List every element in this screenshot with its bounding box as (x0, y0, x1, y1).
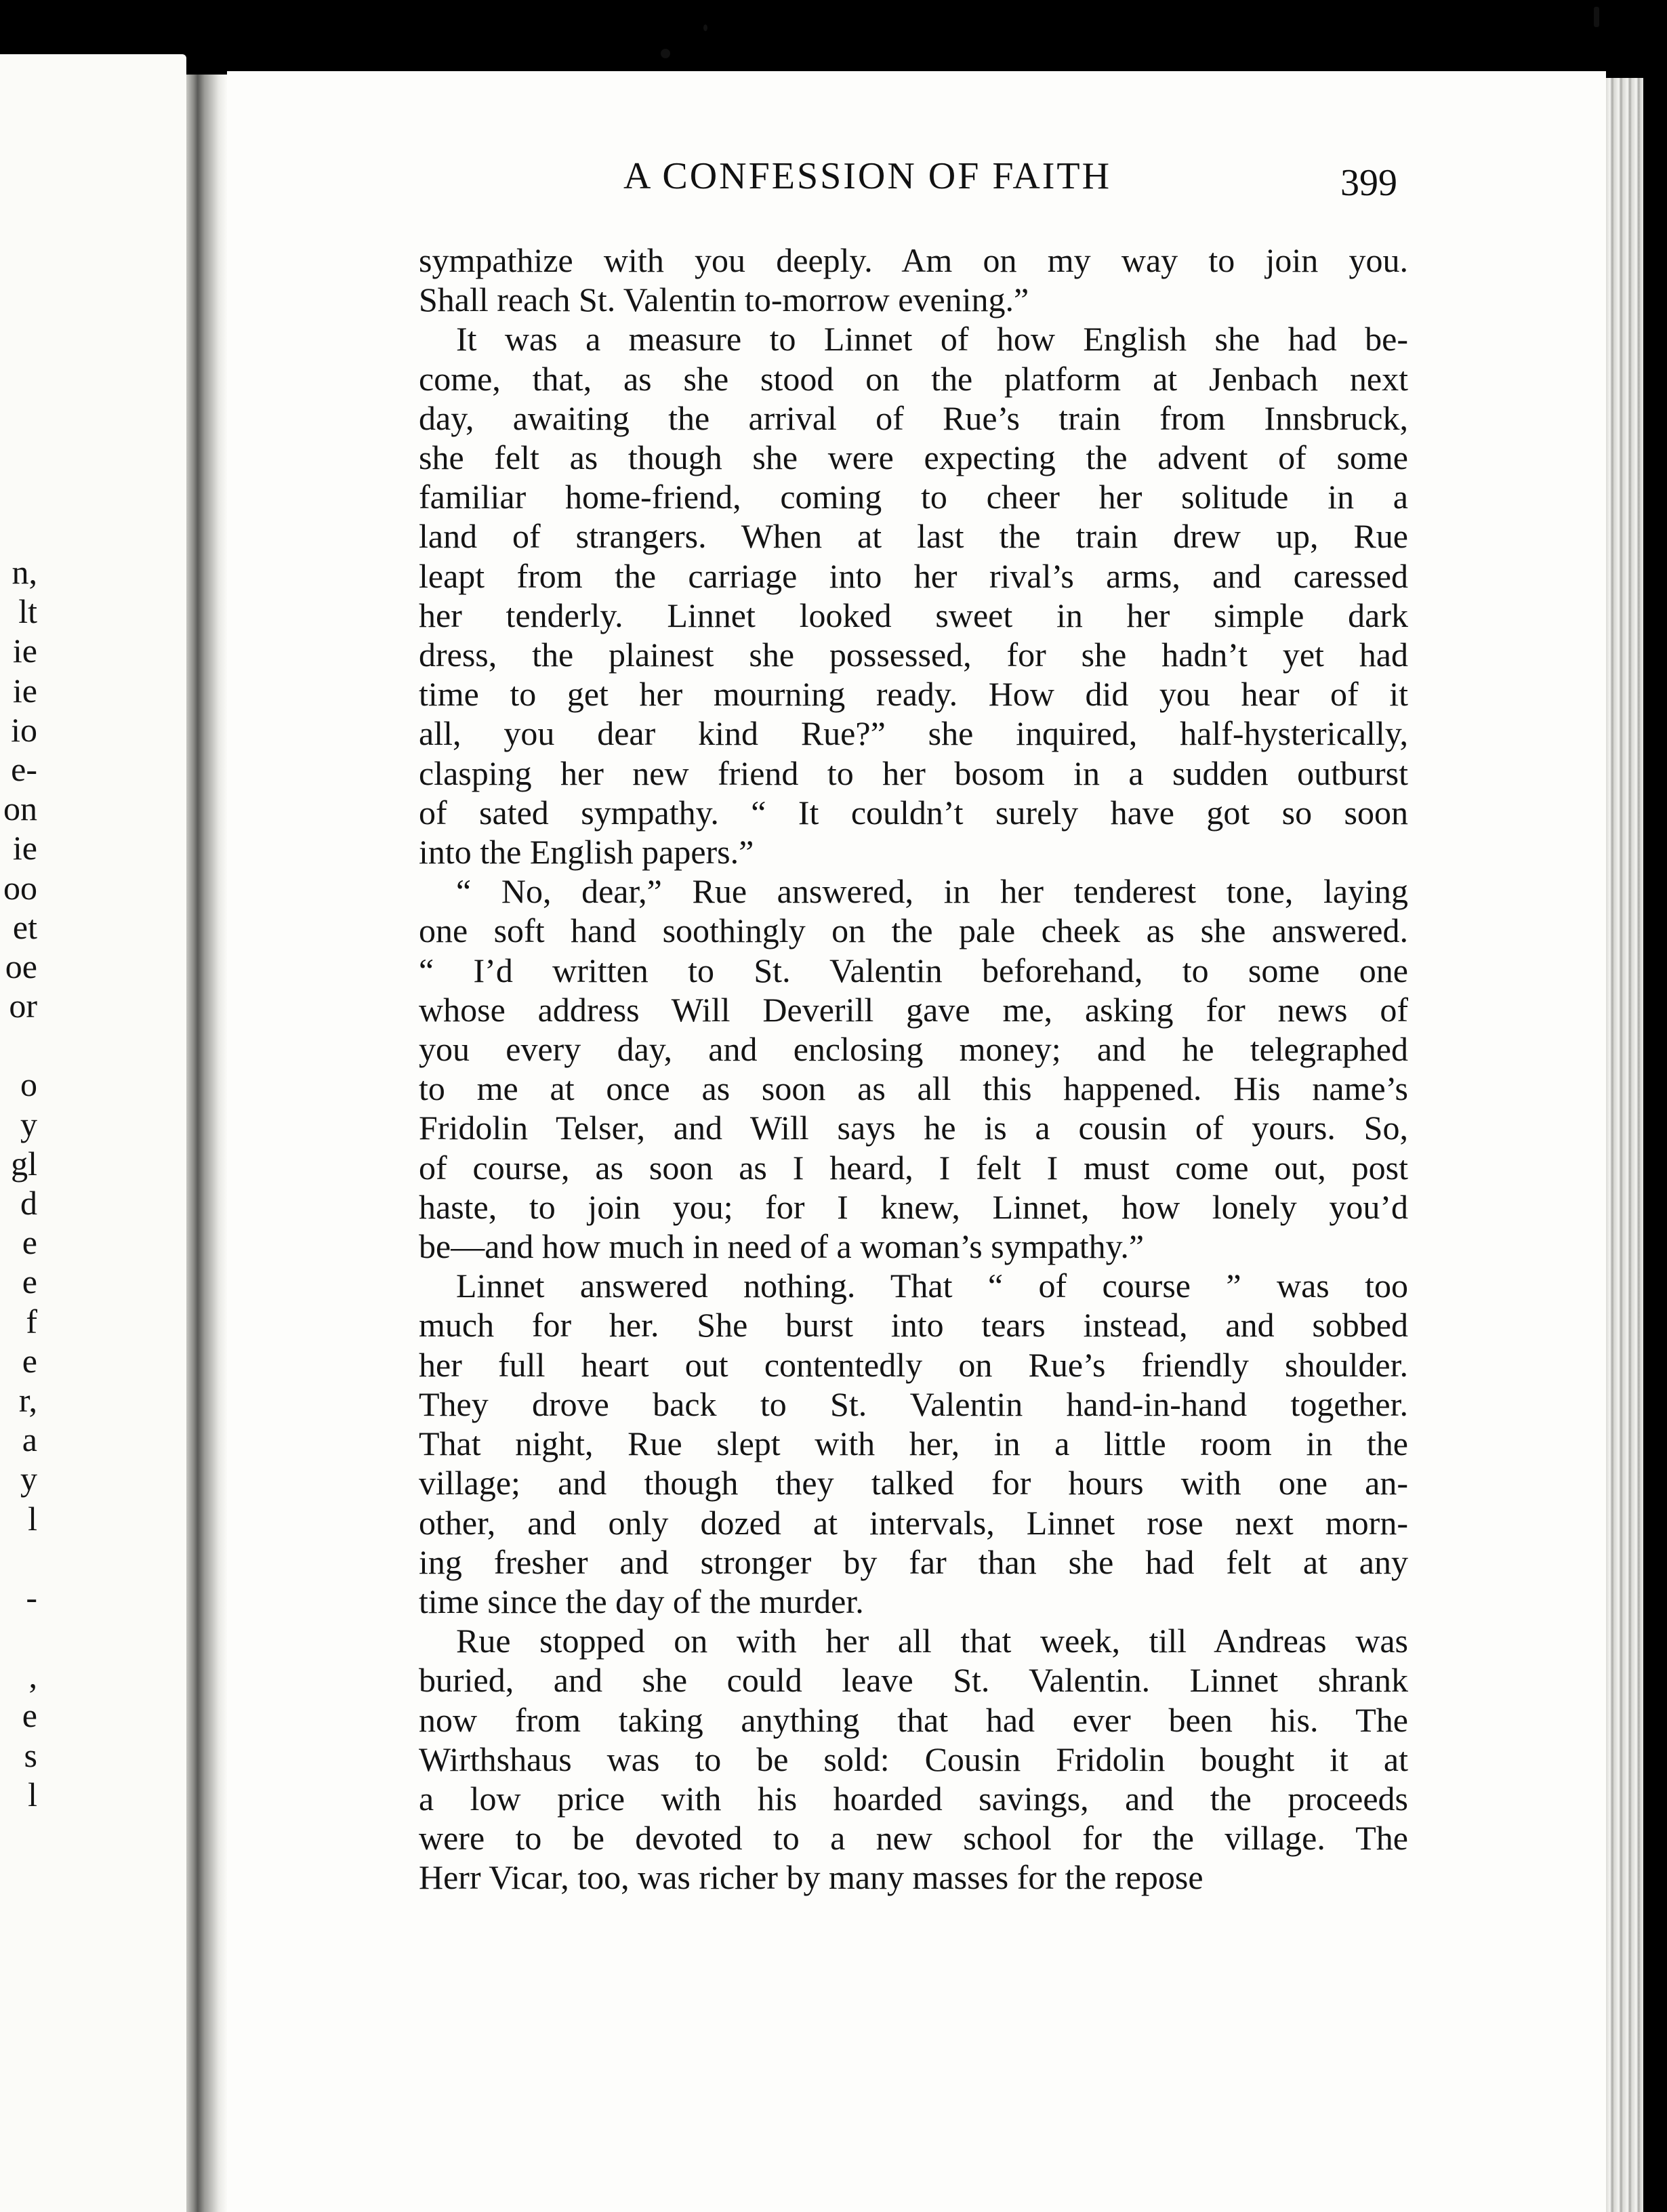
left-page-fragment: et (12, 907, 37, 946)
scan-background-top (0, 0, 1667, 64)
text-line: sympathize with you deeply. Am on my way to join you. (419, 241, 1408, 279)
left-page-fragment: ie (12, 671, 37, 710)
left-page-fragment: a (22, 1420, 37, 1459)
left-page-fragment: y (20, 1460, 37, 1498)
page-number: 399 (1340, 162, 1397, 204)
text-line: leapt from the carriage into her rival’s arms, and caressed (419, 556, 1408, 595)
text-line: other, and only dozed at intervals, Linnet rose next morn- (419, 1503, 1408, 1542)
text-line: “ I’d written to St. Valentin beforehand, to some one (419, 951, 1408, 989)
text-line: now from taking anything that had ever been his. The (419, 1700, 1408, 1739)
left-page-fragment: d (20, 1184, 37, 1222)
paragraph (419, 1266, 1408, 1621)
text-line: village; and though they talked for hours with one an- (419, 1464, 1408, 1502)
text-line: Rue stopped on with her all that week, till Andreas was (456, 1622, 1408, 1660)
text-line: familiar home-friend, coming to cheer her solitude in a (419, 478, 1408, 516)
left-page-fragment: ie (12, 632, 37, 670)
text-line: buried, and she could leave St. Valentin. Linnet shrank (419, 1661, 1408, 1700)
paragraph (419, 872, 1408, 1266)
text-line: Shall reach St. Valentin to-morrow evening.” (419, 281, 1029, 319)
text-line: time since the day of the murder. (419, 1582, 864, 1620)
left-page-fragment: oe (5, 947, 37, 985)
left-page-fragment: l (28, 1499, 37, 1538)
left-page-fragment (0, 1025, 37, 1065)
text-line: her tenderly. Linnet looked sweet in her simple dark (419, 596, 1408, 634)
left-page-fragment (0, 1617, 37, 1656)
left-page-fragment (0, 1538, 37, 1578)
left-page-fragment: r, (18, 1380, 37, 1419)
text-line: her full heart out contentedly on Rue’s friendly shoulder. (419, 1345, 1408, 1384)
left-page-fragment: - (26, 1578, 37, 1616)
left-page (0, 54, 186, 2212)
text-line: you every day, and enclosing money; and he telegraphed (419, 1030, 1408, 1069)
book-gutter (186, 75, 227, 2212)
text-line: be—and how much in need of a woman’s sympathy.” (419, 1227, 1145, 1266)
text-line: all, you dear kind Rue?” she inquired, half-hysterically, (419, 714, 1408, 753)
text-line: day, awaiting the arrival of Rue’s train from Innsbruck, (419, 398, 1408, 437)
text-line: of course, as soon as I heard, I felt I must come out, post (419, 1148, 1408, 1187)
scan-speck (1594, 7, 1599, 27)
page-edge (1606, 78, 1667, 2212)
left-page-fragment: n, (12, 553, 37, 591)
text-line: clasping her new friend to her bosom in a sudden outburst (419, 754, 1408, 792)
text-line: into the English papers.” (419, 833, 754, 872)
left-page-fragment: or (9, 987, 37, 1025)
text-line: she felt as though she were expecting the advent of some (419, 438, 1408, 477)
text-line: haste, to join you; for I knew, Linnet, how lonely you’d (419, 1187, 1408, 1226)
left-page-fragment: y (20, 1105, 37, 1143)
left-page-fragment: on (3, 790, 37, 828)
left-page-fragment: l (28, 1775, 37, 1814)
text-line: come, that, as she stood on the platform at Jenbach next (419, 359, 1408, 398)
left-page-fragment: f (26, 1302, 37, 1340)
text-line: Linnet answered nothing. That “ of course ” was too (456, 1267, 1408, 1305)
text-line: That night, Rue slept with her, in a little room in the (419, 1425, 1408, 1463)
left-page-fragment: , (28, 1657, 37, 1696)
paragraph (419, 319, 1408, 872)
paragraph (419, 1621, 1408, 1897)
text-line: ing fresher and stronger by far than she had felt at any (419, 1542, 1408, 1581)
text-line: “ No, dear,” Rue answered, in her tenderest tone, laying (456, 872, 1408, 911)
running-head: A CONFESSION OF FAITH (623, 155, 1112, 197)
text-line: land of strangers. When at last the train drew up, Rue (419, 517, 1408, 556)
text-line: much for her. She burst into tears instead, and sobbed (419, 1306, 1408, 1345)
text-line: to me at once as soon as all this happened. His name’s (419, 1069, 1408, 1108)
paragraph (419, 241, 1408, 319)
left-page-fragment: lt (18, 592, 37, 631)
text-line: a low price with his hoarded savings, and the proceeds (419, 1779, 1408, 1818)
left-page-fragment: e- (11, 750, 37, 788)
left-page-text-fragments (0, 552, 37, 1814)
text-line: They drove back to St. Valentin hand-in-hand together. (419, 1385, 1408, 1423)
left-page-fragment: gl (11, 1144, 37, 1183)
scan-speck (703, 24, 707, 31)
text-line: of sated sympathy. “ It couldn’t surely have got so soon (419, 793, 1408, 832)
text-line: whose address Will Deverill gave me, asking for news of (419, 990, 1408, 1029)
text-line: Herr Vicar, too, was richer by many masses for the repose (419, 1858, 1203, 1897)
left-page-fragment: ie (12, 829, 37, 867)
text-line: Wirthshaus was to be sold: Cousin Fridolin bought it at (419, 1740, 1408, 1778)
left-page-fragment: oo (3, 868, 37, 907)
text-line: It was a measure to Linnet of how English she had be- (456, 320, 1408, 359)
text-line: dress, the plainest she possessed, for she hadn’t yet had (419, 636, 1408, 674)
body-text (419, 241, 1408, 1898)
left-page-fragment: e (22, 1341, 37, 1380)
text-line: time to get her mourning ready. How did you hear of it (419, 675, 1408, 714)
left-page-fragment: s (24, 1736, 37, 1774)
scan-speck (661, 49, 670, 58)
text-line: one soft hand soothingly on the pale cheek as she answered. (419, 912, 1408, 950)
left-page-fragment: e (22, 1696, 37, 1735)
text-line: were to be devoted to a new school for the village. The (419, 1819, 1408, 1858)
text-line: Fridolin Telser, and Will says he is a cousin of yours. So, (419, 1109, 1408, 1147)
left-page-fragment: e (22, 1263, 37, 1301)
left-page-fragment: o (20, 1065, 37, 1104)
left-page-fragment: io (11, 710, 37, 749)
left-page-fragment: e (22, 1223, 37, 1262)
